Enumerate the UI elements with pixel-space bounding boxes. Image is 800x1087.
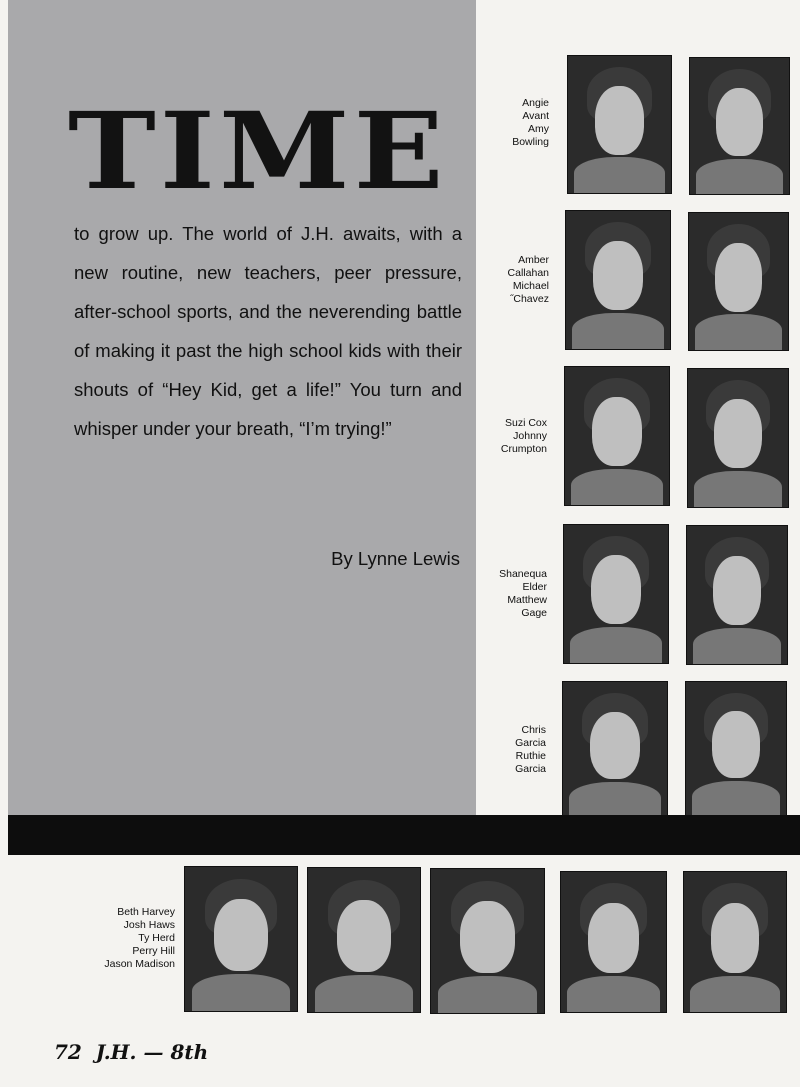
student-portrait — [562, 681, 668, 818]
section-divider-band — [8, 815, 800, 855]
student-name: Beth Harvey — [117, 906, 175, 918]
student-name: Angie — [522, 97, 549, 109]
student-portrait — [560, 871, 667, 1013]
student-name: Elder — [522, 581, 547, 593]
student-portrait — [567, 55, 672, 194]
student-portrait — [685, 681, 787, 817]
student-name: Chris — [521, 724, 546, 736]
student-name: Shanequa — [499, 568, 547, 580]
student-portrait — [184, 866, 298, 1012]
caption-bottom-row — [60, 906, 175, 971]
caption-row-4 — [470, 568, 547, 620]
caption-row-3 — [470, 417, 547, 456]
student-name: ˝Chavez — [509, 293, 549, 305]
student-portrait — [688, 212, 789, 351]
student-portrait — [563, 524, 669, 664]
student-portrait — [564, 366, 670, 506]
student-name: Matthew — [507, 594, 547, 606]
student-name: Michael — [512, 280, 549, 292]
student-name: Amber — [518, 254, 549, 266]
student-portrait — [565, 210, 671, 350]
caption-row-1 — [470, 97, 549, 149]
student-name: Suzi Cox — [504, 417, 547, 429]
student-portrait — [430, 868, 545, 1014]
student-portrait — [689, 57, 790, 195]
caption-row-2 — [470, 254, 549, 306]
student-name: Bowling — [512, 136, 549, 148]
student-name: Ruthie — [515, 750, 546, 762]
student-name: Callahan — [507, 267, 549, 279]
student-name: Jason Madison — [104, 958, 175, 970]
page-number: 72 — [54, 1040, 82, 1064]
student-name: Avant — [522, 110, 549, 122]
page-footer — [54, 1040, 208, 1064]
section-label: J.H. — 8th — [95, 1040, 209, 1064]
student-name: Ty Herd — [138, 932, 175, 944]
student-portrait — [307, 867, 421, 1013]
student-portrait — [683, 871, 787, 1013]
student-name: Garcia — [515, 737, 546, 749]
student-name: Gage — [521, 607, 547, 619]
student-name: Garcia — [515, 763, 546, 775]
caption-row-5 — [470, 724, 546, 776]
student-name: Perry Hill — [132, 945, 175, 957]
feature-byline: By Lynne Lewis — [331, 548, 460, 569]
student-name: Josh Haws — [123, 919, 175, 931]
student-name: Crumpton — [500, 443, 547, 455]
student-portrait — [687, 368, 789, 508]
student-name: Amy — [528, 123, 549, 135]
student-portrait — [686, 525, 788, 665]
feature-intro: to grow up. The world of J.H. awaits, with a new routine, new teachers, peer pressure, after-school sports, and the neverending battle of making it past the high school kids with their shouts of “Hey Kid, get a life!” You turn and whisper under your breath, “I’m trying!” — [74, 223, 462, 439]
feature-title: TIME — [68, 88, 448, 214]
student-name: Johnny — [513, 430, 547, 442]
